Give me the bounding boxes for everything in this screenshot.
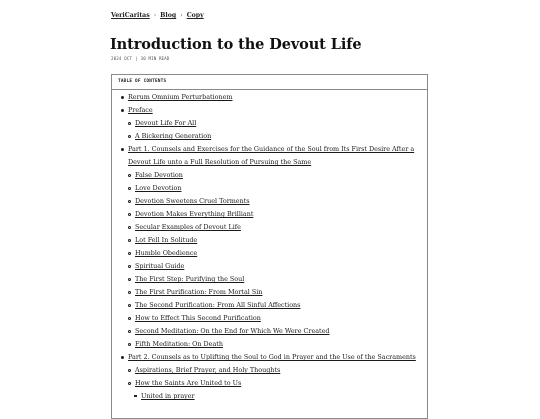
toc-entry <box>128 158 311 166</box>
breadcrumb-blog-link[interactable]: Blog <box>160 12 177 19</box>
breadcrumb-separator: › <box>153 12 157 19</box>
table-of-contents <box>111 74 428 419</box>
circle-bullet-icon <box>128 265 131 268</box>
disc-bullet-icon <box>121 96 124 99</box>
page-title: Introduction to the Devout Life <box>110 36 362 53</box>
article-date: 2024 OCT <box>111 56 132 61</box>
disc-bullet-icon <box>121 109 124 112</box>
toc-entry <box>128 93 232 101</box>
toc-link[interactable]: United in prayer <box>141 392 195 400</box>
toc-link[interactable]: How the Saints Are United to Us <box>135 379 242 387</box>
toc-entry <box>135 171 183 179</box>
toc-entry <box>128 145 414 153</box>
toc-entry <box>135 340 223 348</box>
toc-entry <box>135 236 197 244</box>
toc-entry <box>135 132 211 140</box>
toc-link[interactable]: Devotion Sweetens Cruel Torments <box>135 197 250 205</box>
toc-link[interactable]: Part 2. Counsels as to Uplifting the Soul to God in Prayer and the Use of the Sacraments <box>128 353 416 361</box>
circle-bullet-icon <box>128 187 131 190</box>
circle-bullet-icon <box>128 330 131 333</box>
circle-bullet-icon <box>128 343 131 346</box>
toc-link[interactable]: Part 1. Counsels and Exercises for the Guidance of the Soul from Its First Desire After a <box>128 145 415 153</box>
toc-entry <box>135 301 300 309</box>
circle-bullet-icon <box>128 239 131 242</box>
circle-bullet-icon <box>128 382 131 385</box>
article-meta <box>111 56 169 61</box>
meta-divider: | <box>134 56 138 61</box>
toc-entry <box>128 353 416 361</box>
toc-entry <box>135 119 196 127</box>
breadcrumb-copy-link[interactable]: Copy <box>186 12 204 19</box>
circle-bullet-icon <box>128 291 131 294</box>
toc-link[interactable]: The Second Purification: From All Sinful Affections <box>135 301 301 309</box>
toc-entry <box>135 223 241 231</box>
toc-entry <box>135 184 181 192</box>
toc-link[interactable]: Devotion Makes Everything Brilliant <box>135 210 254 218</box>
toc-entry <box>135 197 250 205</box>
toc-entry <box>135 262 184 270</box>
toc-header: TABLE OF CONTENTS <box>112 75 427 90</box>
toc-link[interactable]: False Devotion <box>135 171 183 179</box>
toc-entry <box>135 366 280 374</box>
toc-link[interactable]: Rerum Omnium Perturbationem <box>128 93 233 101</box>
circle-bullet-icon <box>128 252 131 255</box>
toc-entry <box>135 210 253 218</box>
toc-entry <box>135 288 262 296</box>
circle-bullet-icon <box>128 200 131 203</box>
toc-entry <box>135 249 197 257</box>
toc-link[interactable]: Preface <box>128 106 153 114</box>
circle-bullet-icon <box>128 226 131 229</box>
toc-link[interactable]: Devout Life unto a Full Resolution of Pursuing the Same <box>128 158 312 166</box>
toc-link[interactable]: Devout Life For All <box>135 119 197 127</box>
circle-bullet-icon <box>128 174 131 177</box>
circle-bullet-icon <box>128 213 131 216</box>
circle-bullet-icon <box>128 317 131 320</box>
toc-entry <box>128 106 153 114</box>
toc-entry <box>135 314 261 322</box>
toc-link[interactable]: Lot Fell In Solitude <box>135 236 198 244</box>
toc-link[interactable]: The First Purification: From Mortal Sin <box>135 288 263 296</box>
toc-link[interactable]: Fifth Meditation: On Death <box>135 340 223 348</box>
toc-link[interactable]: Second Meditation: On the End for Which We Were Created <box>135 327 330 335</box>
circle-bullet-icon <box>128 304 131 307</box>
disc-bullet-icon <box>121 148 124 151</box>
toc-entry <box>135 327 330 335</box>
square-bullet-icon <box>134 395 137 398</box>
toc-link[interactable]: Love Devotion <box>135 184 182 192</box>
circle-bullet-icon <box>128 278 131 281</box>
circle-bullet-icon <box>128 122 131 125</box>
read-time: 30 MIN READ <box>140 56 170 61</box>
toc-entry <box>135 379 241 387</box>
toc-link[interactable]: Humble Obedience <box>135 249 198 257</box>
circle-bullet-icon <box>128 369 131 372</box>
toc-link[interactable]: Secular Examples of Devout Life <box>135 223 241 231</box>
toc-link[interactable]: Spiritual Guide <box>135 262 185 270</box>
toc-entry <box>135 275 244 283</box>
breadcrumb <box>111 12 204 19</box>
toc-link[interactable]: Aspirations, Brief Prayer, and Holy Thoughts <box>135 366 281 374</box>
toc-entry <box>141 392 195 400</box>
disc-bullet-icon <box>121 356 124 359</box>
breadcrumb-separator: › <box>180 12 183 19</box>
breadcrumb-home-link[interactable]: VeriCaritas <box>111 12 150 19</box>
circle-bullet-icon <box>128 135 131 138</box>
toc-link[interactable]: How to Effect This Second Purification <box>135 314 261 322</box>
toc-link[interactable]: A Bickering Generation <box>135 132 212 140</box>
toc-link[interactable]: The First Step: Purifying the Soul <box>135 275 245 283</box>
